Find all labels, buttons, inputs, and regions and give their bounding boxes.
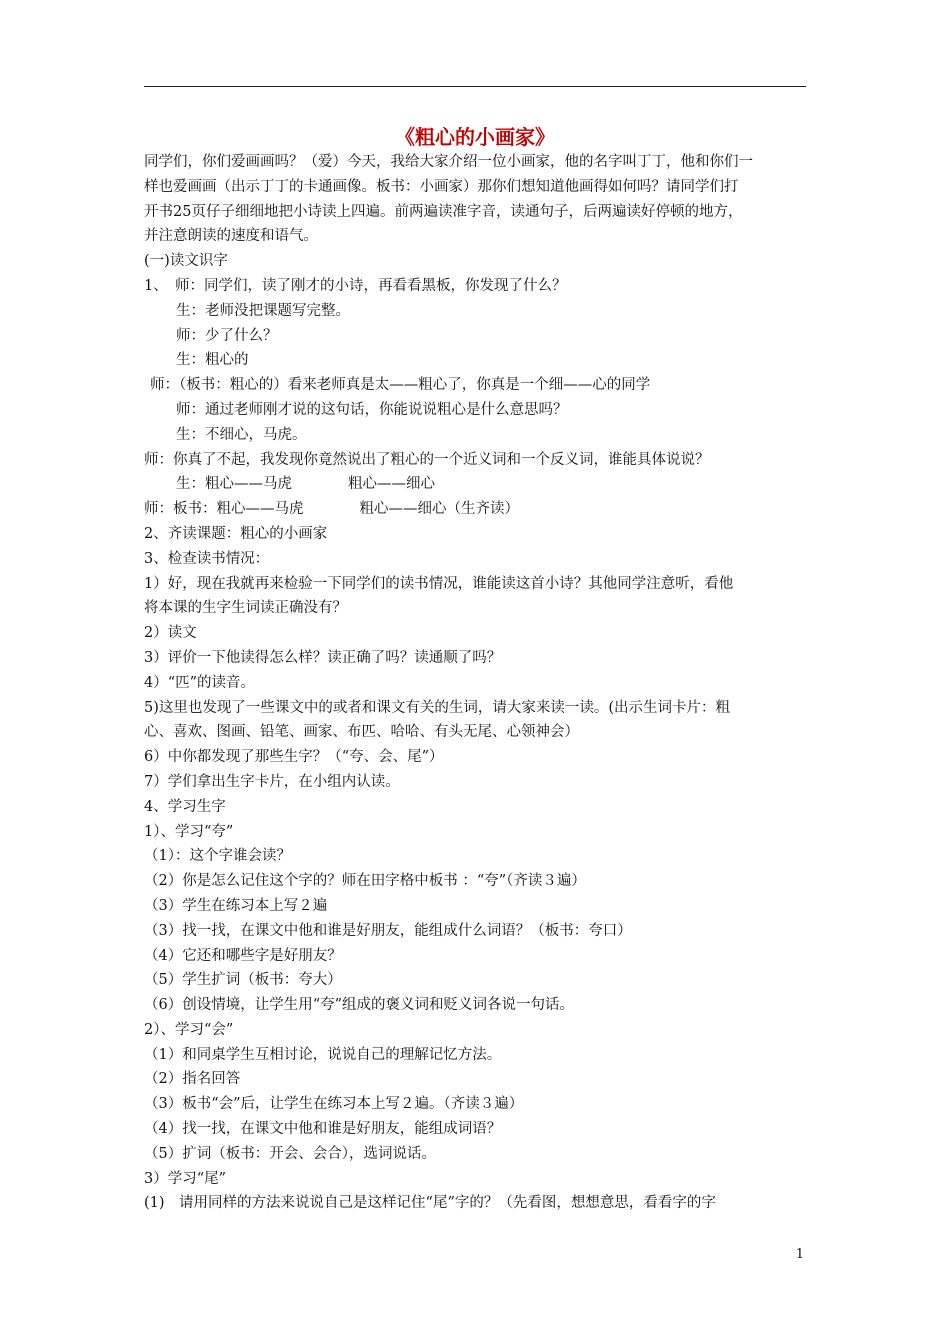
body-line: 4、学习生字 bbox=[144, 798, 226, 815]
body-line: 2）读文 bbox=[144, 625, 197, 642]
dialogue-line: 师：你真了不起，我发现你竟然说出了粗心的一个近义词和一个反义词，谁能具体说说？ bbox=[144, 451, 710, 468]
body-line: 将本课的生字生词读正确没有？ bbox=[144, 600, 347, 617]
dialogue-line bbox=[144, 497, 810, 522]
body-line: （2）你是怎么记住这个字的？师在田字格中板书 ：“夸”（齐读３遍） bbox=[144, 873, 586, 890]
word-pair: 粗心——细心 bbox=[348, 476, 435, 493]
page-number: 1 bbox=[795, 1247, 804, 1262]
word-pair: 生：粗心——马虎 bbox=[176, 476, 292, 493]
body-line: （3）找一找，在课文中他和谁是好朋友，能组成什么词语？（板书：夸口） bbox=[144, 922, 632, 939]
body-line: 3、检查读书情况： bbox=[144, 550, 270, 567]
body-line: （4）它还和哪些字是好朋友？ bbox=[144, 947, 342, 964]
dialogue-line: 师：少了什么？ bbox=[176, 327, 278, 344]
body-line: 4）“匹”的读音。 bbox=[144, 674, 256, 691]
body-line: 1）好，现在我就再来检验一下同学们的读书情况，谁能读这首小诗？其他同学注意听，看他 bbox=[144, 575, 734, 592]
body-line: 3）学习“尾” bbox=[144, 1170, 227, 1187]
body-line: 5)这里也发现了一些课文中的或者和课文有关的生词，请大家来读一读。(出示生词卡片：粗 bbox=[144, 699, 731, 716]
body-line: 1）、学习“夸” bbox=[144, 823, 234, 840]
word-pair: 师：板书：粗心——马虎 bbox=[144, 501, 304, 518]
word-pair: 粗心——细心（生齐读） bbox=[359, 501, 519, 518]
body-line: 3）评价一下他读得怎么样？读正确了吗？读通顺了吗？ bbox=[144, 649, 502, 666]
body-line: （5）学生扩词（板书：夸大） bbox=[144, 972, 342, 989]
body-line: (1) 请用同样的方法来说说自己是这样记住“尾”字的？（先看图，想想意思，看看字的字 bbox=[144, 1195, 716, 1212]
body-line: 并注意朗读的速度和语气。 bbox=[144, 228, 318, 245]
section-heading: (一)读文识字 bbox=[144, 253, 228, 270]
body-line: 6）中你都发现了那些生字？（“夸、会、尾”） bbox=[144, 749, 444, 766]
body-line: （6）创设情境，让学生用“夸”组成的褒义词和贬义词各说一句话。 bbox=[144, 997, 575, 1014]
dialogue-line bbox=[144, 472, 810, 497]
body-line: （3）学生在练习本上写２遍 bbox=[144, 897, 328, 914]
page-title: 《粗心的小画家》 bbox=[395, 125, 555, 149]
body-line: （5）扩词（板书：开会、会合），选词说话。 bbox=[144, 1145, 436, 1162]
document-body bbox=[144, 150, 810, 1216]
body-line: 2、齐读课题：粗心的小画家 bbox=[144, 525, 328, 542]
body-line: 同学们，你们爱画画吗？（爱）今天，我给大家介绍一位小画家，他的名字叫丁丁，他和你们一 bbox=[144, 154, 753, 170]
dialogue-line: 师：通过老师刚才说的这句话，你能说说粗心是什么意思吗？ bbox=[176, 401, 568, 418]
body-line: 7）学们拿出生字卡片，在小组内认读。 bbox=[144, 773, 400, 790]
header-rule bbox=[144, 86, 806, 87]
body-line: （3）板书“会”后，让学生在练习本上写２遍。（齐读３遍） bbox=[144, 1096, 524, 1113]
body-line: （4）找一找，在课文中他和谁是好朋友，能组成词语？ bbox=[144, 1121, 502, 1138]
body-line: 样也爱画画（出示丁丁的卡通画像。板书：小画家）那你们想知道他画得如何吗？请同学们打 bbox=[144, 178, 739, 195]
body-line: 开书25页仔子细细地把小诗读上四遍。前两遍读准字音，读通句子，后两遍读好停顿的地方， bbox=[144, 203, 743, 220]
body-line: （1）和同桌学生互相讨论，说说自己的理解记忆方法。 bbox=[144, 1046, 502, 1063]
dialogue-line: 生：粗心的 bbox=[176, 352, 249, 369]
body-line: 1、 师：同学们，读了刚才的小诗，再看看黑板，你发现了什么？ bbox=[144, 277, 567, 294]
body-line: 心、喜欢、图画、铅笔、画家、布匹、哈哈、有头无尾、心领神会） bbox=[144, 724, 579, 741]
dialogue-line: 生：不细心，马虎。 bbox=[176, 426, 307, 443]
body-line: （1）：这个字谁会读？ bbox=[144, 848, 291, 865]
body-line: （2）指名回答 bbox=[144, 1071, 241, 1088]
dialogue-line: 生：老师没把课题写完整。 bbox=[176, 302, 350, 319]
dialogue-line: 师：（板书：粗心的）看来老师真是太——粗心了，你真是一个细——心的同学 bbox=[150, 377, 651, 394]
body-line: 2）、学习“会” bbox=[144, 1021, 234, 1038]
